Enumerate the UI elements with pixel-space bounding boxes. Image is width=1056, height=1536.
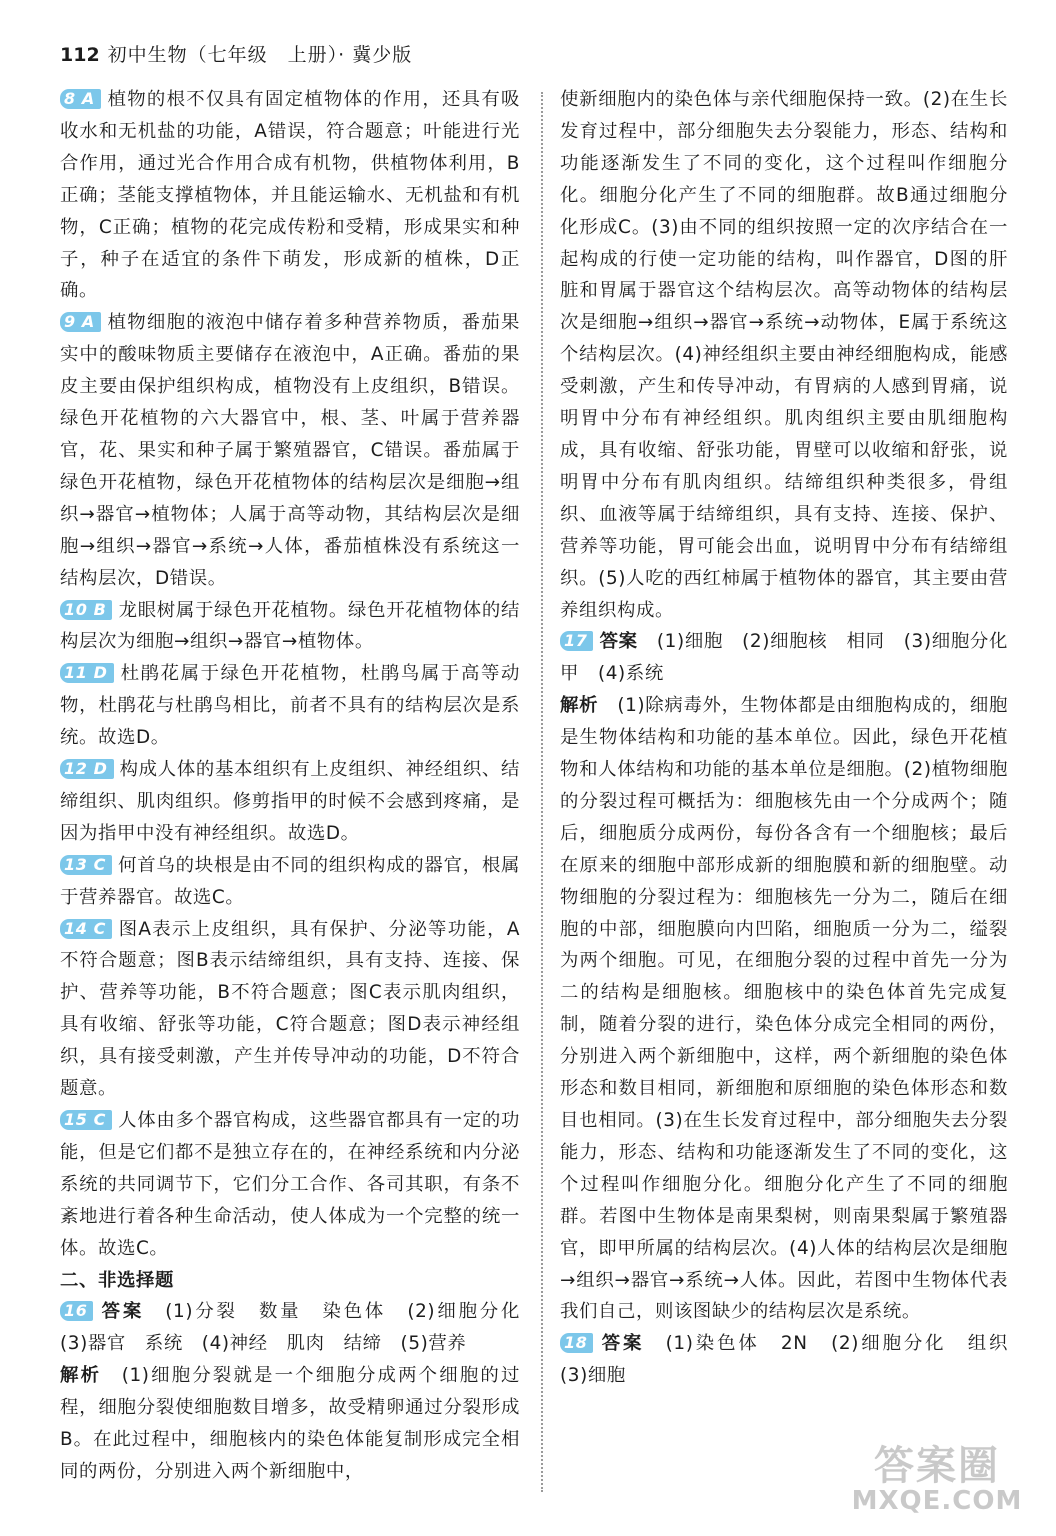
answer-label: 答案 — [99, 1301, 145, 1323]
answer-explanation: 杜鹃花属于绿色开花植物，杜鹃鸟属于高等动物，杜鹃花与杜鹃鸟相比，前者不具有的结构层次是系统。故选D。 — [60, 663, 520, 749]
analysis-label: 解析 — [560, 695, 599, 717]
answer-text: (1)细胞 (2)细胞核 相同 (3)细胞分化 甲 (4)系统 — [560, 631, 1028, 685]
answer-item-18 — [560, 1328, 1028, 1392]
answer-item-15 — [60, 1105, 520, 1265]
answer-explanation: 图A表示上皮组织，具有保护、分泌等功能，A不符合题意；图B表示结缔组织，具有支持、连接、保护、营养等功能，B不符合题意；图C表示肌肉组织，具有收缩、舒张等功能，C符合题意；图D表示神经组织，具有接受刺激，产生并传导冲动的功能，D不符合题意。 — [60, 918, 520, 1100]
answer-text: (1)染色体 2N (2)细胞分化 组织 (3)细胞 — [560, 1333, 1028, 1387]
watermark-text: 答案圈 — [874, 1443, 1000, 1489]
watermark-url: MXQE.COM — [851, 1486, 1023, 1516]
question-number-badge: 9 A — [60, 312, 101, 332]
question-number-badge: 17 — [560, 631, 593, 651]
column-divider — [541, 92, 543, 1492]
answer-explanation: 龙眼树属于绿色开花植物。绿色开花植物体的结构层次为细胞→组织→器官→植物体。 — [60, 599, 520, 653]
answer-item-10 — [60, 595, 520, 659]
question-number-badge: 10 B — [60, 600, 112, 620]
question-number-badge: 11 D — [60, 663, 114, 683]
analysis-label: 解析 — [60, 1365, 102, 1387]
question-number-badge: 8 A — [60, 89, 101, 109]
question-number-badge: 18 — [560, 1333, 593, 1353]
answer-item-16 — [60, 1296, 539, 1360]
answer-item-9 — [60, 307, 520, 594]
analysis-16-part2 — [560, 84, 1008, 626]
book-title: 初中生物（七年级 上册）· 冀少版 — [107, 44, 413, 66]
question-number-badge: 13 C — [60, 855, 112, 875]
answer-explanation: 植物的根不仅具有固定植物体的作用，还具有吸收水和无机盐的功能，A错误，符合题意；叶能进行光合作用，通过光合作用合成有机物，供植物体利用，B正确；茎能支撑植物体，并且能运输水、无机盐和有机物，C正确；植物的花完成传粉和受精，形成果实和种子，种子在适宜的条件下萌发，形成新的植株，D正确。 — [60, 89, 520, 302]
answer-item-14 — [60, 914, 520, 1105]
answer-explanation: 植物细胞的液泡中储存着多种营养物质，番茄果实中的酸味物质主要储存在液泡中，A正确。番茄的果皮主要由保护组织构成，植物没有上皮组织，B错误。绿色开花植物的六大器官中，根、茎、叶属于营养器官，花、果实和种子属于繁殖器官，C错误。番茄属于绿色开花植物，绿色开花植物体的结构层次是细胞→组织→器官→植物体；人属于高等动物，其结构层次是细胞→组织→器官→系统→人体，番茄植株没有系统这一结构层次，D错误。 — [60, 312, 520, 589]
answer-text: (1)分裂 数量 染色体 (2)细胞分化 (3)器官 系统 (4)神经 肌肉 结缔 (5)营养 — [60, 1301, 539, 1355]
question-number-badge: 16 — [60, 1301, 93, 1321]
answer-item-12 — [60, 754, 520, 850]
question-number-badge: 12 D — [60, 759, 114, 779]
page-header — [60, 40, 412, 72]
analysis-text: 使新细胞内的染色体与亲代细胞保持一致。(2)在生长发育过程中，部分细胞失去分裂能力，形态、结构和功能逐渐发生了不同的变化，这个过程叫作细胞分化。细胞分化产生了不同的细胞群。故B通过细胞分化形成C。(3)由不同的组织按照一定的次序结合在一起构成的行使一定功能的结构，叫作器官，D图的肝脏和胃属于器官这个结构层次。高等动物体的结构层次是细胞→组织→器官→系统→动物体，E属于系统这个结构层次。(4)神经组织主要由神经细胞构成，能感受刺激，产生和传导冲动，有胃病的人感到胃痛，说明胃中分布有神经组织。肌肉组织主要由肌细胞构成，具有收缩、舒张功能，胃壁可以收缩和舒张，说明胃中分布有肌肉组织。结缔组织种类很多，骨组织、血液等属于结缔组织，具有支持、连接、保护、营养等功能，胃可能会出血，说明胃中分布有结缔组织。(5)人吃的西红柿属于植物体的器官，其主要由营养组织构成。 — [560, 89, 1008, 621]
answer-item-11 — [60, 658, 520, 754]
answer-label: 答案 — [599, 1333, 645, 1355]
answer-item-8 — [60, 84, 520, 307]
left-column — [60, 84, 539, 1488]
analysis-16-part1 — [60, 1360, 520, 1488]
question-number-badge: 14 C — [60, 919, 112, 939]
answer-label: 答案 — [599, 631, 638, 653]
page-number: 112 — [60, 44, 100, 66]
section-title: 二、非选择题 — [60, 1269, 174, 1291]
answer-item-13 — [60, 850, 520, 914]
answer-explanation: 构成人体的基本组织有上皮组织、神经组织、结缔组织、肌肉组织。修剪指甲的时候不会感到疼痛，是因为指甲中没有神经组织。故选D。 — [60, 759, 520, 844]
answer-item-17 — [560, 626, 1028, 690]
analysis-text: (1)细胞分裂就是一个细胞分成两个细胞的过程，细胞分裂使细胞数目增多，故受精卵通过分裂形成B。在此过程中，细胞核内的染色体能复制形成完全相同的两份，分别进入两个新细胞中， — [60, 1365, 520, 1482]
answer-explanation: 人体由多个器官构成，这些器官都具有一定的功能，但是它们都不是独立存在的，在神经系统和内分泌系统的共同调节下，它们分工合作、各司其职，有条不紊地进行着各种生命活动，使人体成为一个完整的统一体。故选C。 — [60, 1110, 520, 1259]
right-column — [560, 84, 1028, 1392]
watermark-logo — [842, 1443, 1032, 1530]
analysis-text: (1)除病毒外，生物体都是由细胞构成的，细胞是生物体结构和功能的基本单位。因此，绿色开花植物和人体结构和功能的基本单位是细胞。(2)植物细胞的分裂过程可概括为：细胞核先由一个分成两个；随后，细胞质分成两份，每份各含有一个细胞核；最后在原来的细胞中部形成新的细胞膜和新的细胞壁。动物细胞的分裂过程为：细胞核先一分为二，随后在细胞的中部，细胞膜向内凹陷，细胞质一分为二，缢裂为两个细胞。可见，在细胞分裂的过程中首先一分为二的结构是细胞核。细胞核中的染色体首先完成复制，随着分裂的进行，染色体分成完全相同的两份，分别进入两个新细胞中，这样，两个新细胞的染色体形态和数目相同，新细胞和原细胞的染色体形态和数目也相同。(3)在生长发育过程中，部分细胞失去分裂能力，形态、结构和功能逐渐发生了不同的变化，这个过程叫作细胞分化。细胞分化产生了不同的细胞群。若图中生物体是南果梨树，则南果梨属于繁殖器官，即甲所属的结构层次。(4)人体的结构层次是细胞→组织→器官→系统→人体。因此，若图中生物体代表我们自己，则该图缺少的结构层次是系统。 — [560, 695, 1008, 1323]
answer-explanation: 何首乌的块根是由不同的组织构成的器官，根属于营养器官。故选C。 — [60, 854, 520, 908]
question-number-badge: 15 C — [60, 1110, 112, 1130]
analysis-17 — [560, 690, 1008, 1328]
